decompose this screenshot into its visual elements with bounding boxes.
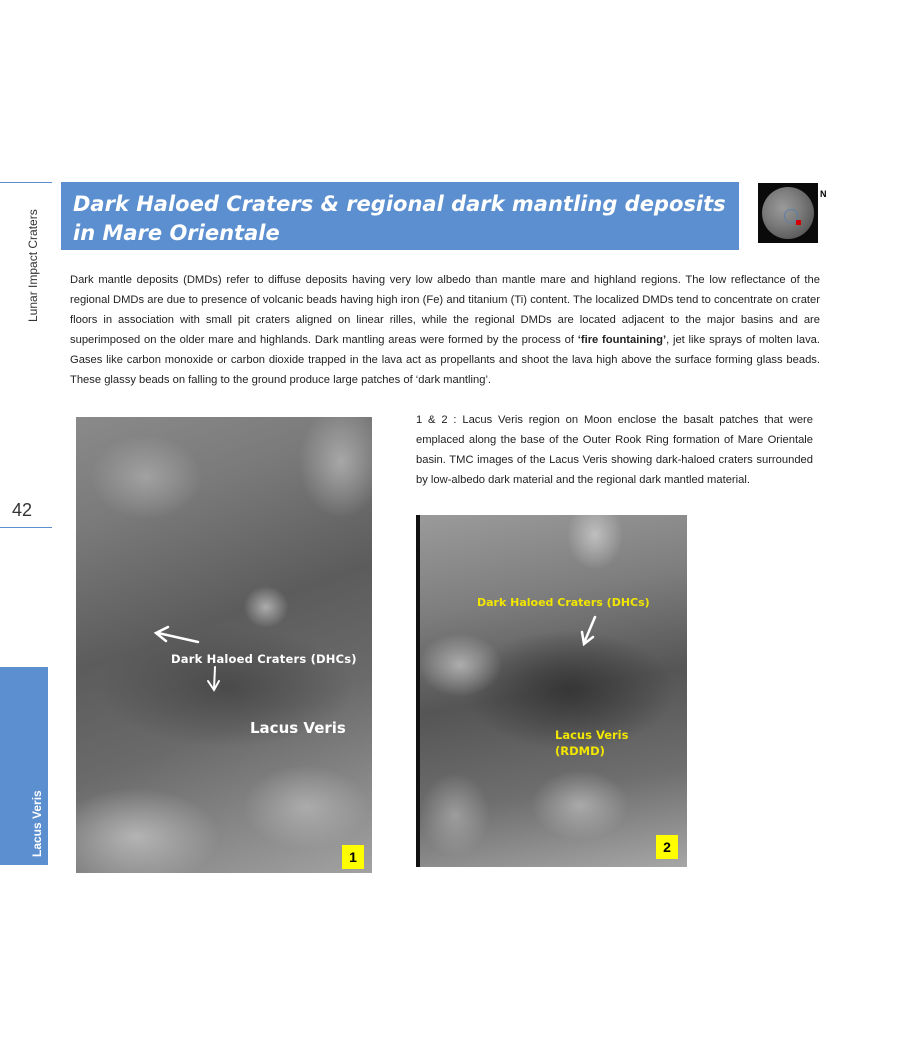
sidebar-divider-top xyxy=(0,182,52,183)
section-tab-label: Lacus Veris xyxy=(30,790,44,857)
page-title: Dark Haloed Craters & regional dark mantling deposits in Mare Orientale xyxy=(73,192,726,245)
figure-2-region-line2: (RDMD) xyxy=(555,744,605,758)
intro-emphasis: ‘fire fountaining’ xyxy=(577,334,667,346)
figure-caption: 1 & 2 : Lacus Veris region on Moon enclose the basalt patches that were emplaced along the base of the Outer Rook Ring formation of Mare Orientale basin. TMC images of the Lacus Veris showing dark-haloed craters surrounded by low-albedo dark material and the regional dark mantled material. xyxy=(416,414,813,486)
figure-1-dhc-label: Dark Haloed Craters (DHCs) xyxy=(171,652,357,666)
intro-text-1: Dark mantle deposits (DMDs) refer to diffuse deposits having very low albedo than mantle mare and highland regions. The low reflectance of the regional DMDs are due to presence of volcanic beads having high iron (Fe) and titanium (Ti) content. The localized DMDs tend to concentrate on crater floors in association with small pit craters aligned on linear rilles, while the regional DMDs are located adjacent to the major basins and are superimposed on the older mare and highlands. Dark mantling areas were formed by the process of xyxy=(70,274,820,346)
intro-paragraph xyxy=(70,270,820,390)
arrow-icon xyxy=(156,627,198,642)
arrow-down-left-icon xyxy=(582,617,595,644)
figure-1-badge: 1 xyxy=(342,845,364,869)
figure-1-image xyxy=(76,417,372,873)
sidebar-divider-page xyxy=(0,527,52,528)
north-indicator: N xyxy=(820,189,827,199)
title-banner xyxy=(61,182,739,250)
page-number: 42 xyxy=(12,500,33,520)
figure-2-badge: 2 xyxy=(656,835,678,859)
location-marker xyxy=(796,220,801,225)
figure-1-region-label: Lacus Veris xyxy=(250,719,346,737)
figure-2-region-label xyxy=(555,727,628,759)
chapter-title: Lunar Impact Craters xyxy=(26,209,40,322)
section-tab xyxy=(0,667,48,865)
intro-text-2: , jet like sprays of molten lava. Gases like carbon monoxide or carbon dioxide trapped in the lava act as propellants and shoot the lava high above the surface forming glass beads. These glassy beads on falling to the ground produce large patches of ‘dark mantling’. xyxy=(70,334,820,386)
arrow-down-icon xyxy=(208,667,219,690)
figure-2-region-line1: Lacus Veris xyxy=(555,728,629,742)
figure-2-image xyxy=(416,515,687,867)
figure-2-arrows xyxy=(420,515,687,867)
moon-locator-icon xyxy=(758,183,818,243)
figure-2-dhc-label: Dark Haloed Craters (DHCs) xyxy=(477,596,650,609)
figure-1-arrows xyxy=(76,417,372,873)
